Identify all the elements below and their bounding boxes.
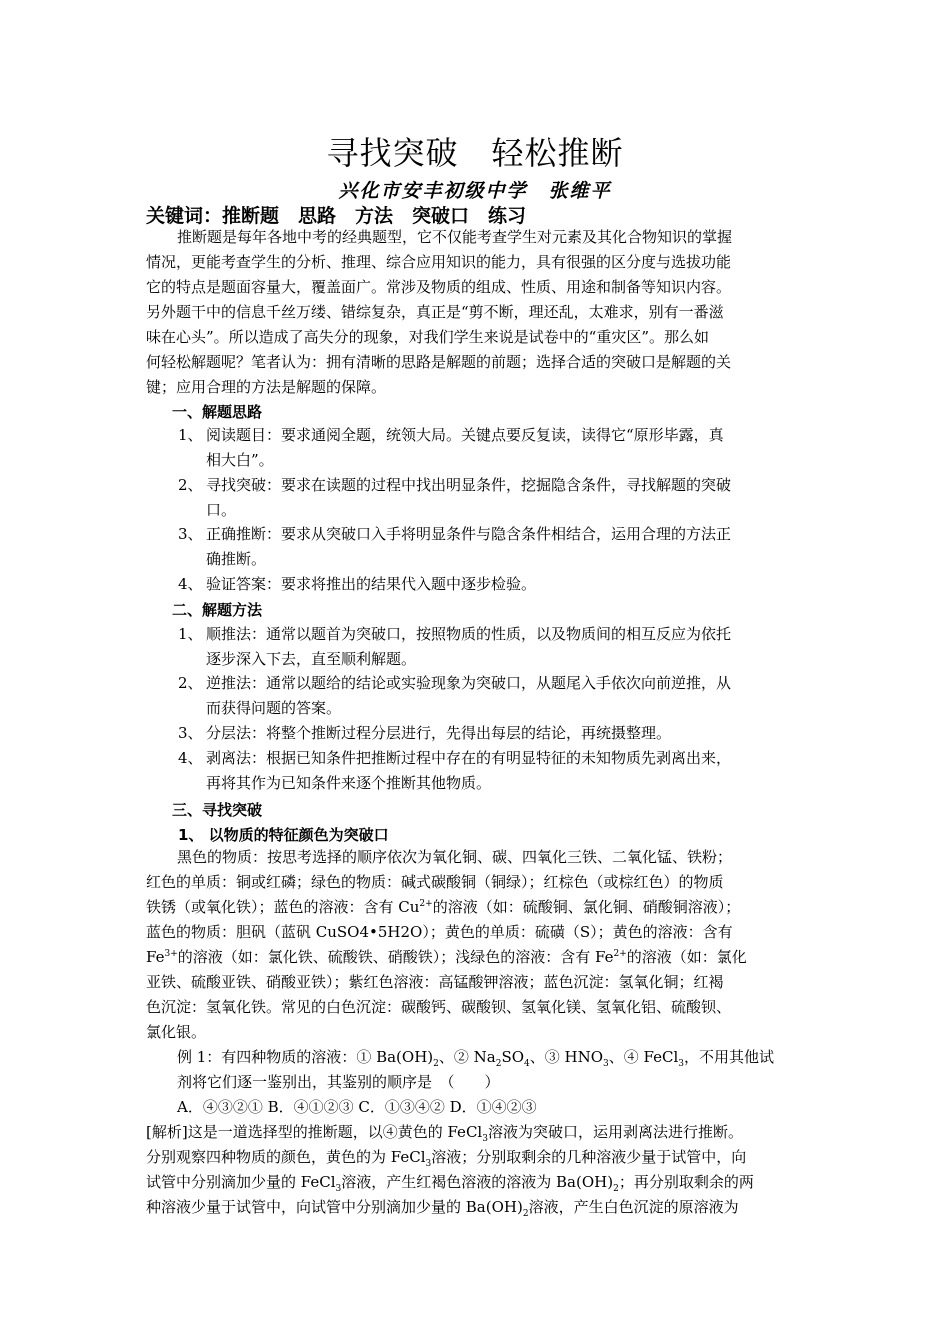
example-line: 剂将它们逐一鉴别出，其鉴别的顺序是 （ ）	[177, 1073, 500, 1091]
color-paragraph	[146, 845, 810, 1045]
item-continuation: 相大白”。	[206, 451, 274, 469]
color-line: 氯化银。	[146, 1023, 207, 1041]
item-continuation: 而获得问题的答案。	[206, 699, 342, 717]
item-text: 寻找突破：要求在读题的过程中找出明显条件，挖掘隐含条件，寻找解题的突破	[206, 476, 732, 494]
intro-line: 键；应用合理的方法是解题的保障。	[146, 378, 387, 396]
item-continuation: 逐步深入下去，直至顺利解题。	[206, 650, 417, 668]
color-line: 红色的单质：铜或红磷；绿色的物质：碱式碳酸铜（铜绿）；红棕色（或棕红色）的物质	[146, 873, 724, 891]
intro-line: 情况，更能考查学生的分析、推理、综合应用知识的能力，具有很强的区分度与选拔功能	[146, 253, 732, 271]
item-text: 验证答案：要求将推出的结果代入题中逐步检验。	[206, 575, 537, 593]
item-number: 2、	[178, 476, 203, 494]
list-item	[178, 473, 818, 523]
item-continuation: 口。	[206, 501, 237, 519]
intro-line: 何轻松解题呢？笔者认为：拥有清晰的思路是解题的前题；选择合适的突破口是解题的关	[146, 353, 732, 371]
section-heading-breakthrough: 三、寻找突破	[172, 801, 263, 819]
list-item	[178, 522, 818, 572]
color-line: 铁锈（或氧化铁）；蓝色的溶液：含有 $Cu^{2+}$的溶液（如：硫酸铜、氯化铜、硝酸铜溶液）；	[146, 898, 741, 916]
item-continuation: 再将其作为已知条件来逐个推断其他物质。	[206, 774, 492, 792]
item-number: 4、	[178, 575, 203, 593]
intro-line: 味在心头”。所以造成了高失分的现象，对我们学生来说是试卷中的“重灾区”。那么如	[146, 328, 710, 346]
analysis-line: 试管中分别滴加少量的 FeCl$_3$溶液，产生红褐色溶液的溶液为 $Ba(OH)_2$；再分别取剩余的两	[146, 1173, 754, 1194]
analysis-line: 分别观察四种物质的颜色，黄色的为 FeCl$_3$溶液；分别取剩余的几种溶液少量于试管中，向	[146, 1148, 747, 1169]
item-number: 2、	[178, 674, 203, 692]
item-text: 剥离法：根据已知条件把推断过程中存在的有明显特征的未知物质先剥离出来，	[206, 749, 732, 767]
item-text: 分层法：将整个推断过程分层进行，先得出每层的结论，再统摄整理。	[206, 724, 672, 742]
keywords-line: 关键词：推断题 思路 方法 突破口 练习	[146, 205, 527, 227]
author-line: 兴化市安丰初级中学 张维平	[338, 180, 612, 202]
item-number: 4、	[178, 749, 203, 767]
item-continuation: 确推断。	[206, 550, 267, 568]
example-line: 例 1：有四种物质的溶液：① $Ba(OH)_2$、② $Na_2SO_4$、③ $HNO_3$、④ FeCl$_3$，不用其他试	[177, 1048, 775, 1069]
item-text: 逆推法：通常以题给的结论或实验现象为突破口，从题尾入手依次向前逆推，从	[206, 674, 732, 692]
color-line: 黑色的物质：按思考选择的顺序依次为氧化铜、碳、四氧化三铁、二氧化锰、铁粉；	[177, 848, 733, 866]
item-number: 1、	[178, 426, 203, 444]
list-item	[178, 746, 818, 796]
list-item	[178, 721, 818, 746]
intro-line: 它的特点是题面容量大，覆盖面广。常涉及物质的组成、性质、用途和制备等知识内容。	[146, 278, 732, 296]
example-question	[177, 1045, 817, 1120]
intro-paragraph	[146, 225, 810, 400]
item-text: 顺推法：通常以题首为突破口，按照物质的性质，以及物质间的相互反应为依托	[206, 625, 732, 643]
example-options: A．④③②① B．④①②③ C．①③④② D．①④②③	[177, 1098, 537, 1116]
item-number: 1、	[178, 625, 203, 643]
document-title: 寻找突破 轻松推断	[326, 134, 624, 172]
analysis-line: [解析]这是一道选择型的推断题，以④黄色的 FeCl$_3$溶液为突破口，运用剥离法进行推断。	[146, 1123, 743, 1144]
color-line: 蓝色的物质：胆矾（蓝矾 CuSO4•5H2O）；黄色的单质：硫磺（S）；黄色的溶液：含有	[146, 923, 733, 941]
list-item	[178, 423, 818, 473]
list-item	[178, 622, 818, 672]
section-heading-approach: 一、解题思路	[172, 403, 263, 421]
list-item	[178, 671, 818, 721]
color-line: 亚铁、硫酸亚铁、硝酸亚铁）；紫红色溶液：高锰酸钾溶液；蓝色沉淀：氢氧化铜；红褐	[146, 973, 724, 991]
item-text: 阅读题目：要求通阅全题，统领大局。关键点要反复读，读得它“原形毕露，真	[206, 426, 724, 444]
color-line: $Fe^{3+}$的溶液（如：氯化铁、硫酸铁、硝酸铁）；浅绿色的溶液：含有 $Fe^{2+}$的溶液（如：氯化	[146, 948, 747, 966]
item-text: 正确推断：要求从突破口入手将明显条件与隐含条件相结合，运用合理的方法正	[206, 525, 732, 543]
intro-line: 推断题是每年各地中考的经典题型，它不仅能考查学生对元素及其化合物知识的掌握	[177, 228, 733, 246]
section-heading-methods: 二、解题方法	[172, 601, 263, 619]
list-item	[178, 572, 818, 597]
item-number: 3、	[178, 724, 203, 742]
analysis-line: 种溶液少量于试管中，向试管中分别滴加少量的 $Ba(OH)_2$溶液，产生白色沉淀的原溶液为	[146, 1198, 739, 1219]
item-number: 3、	[178, 525, 203, 543]
subsection-heading-color: 1、 以物质的特征颜色为突破口	[178, 826, 389, 844]
intro-line: 另外题干中的信息千丝万缕、错综复杂，真正是“剪不断，理还乱，太难求，别有一番滋	[146, 303, 724, 321]
color-line: 色沉淀：氢氧化铁。常见的白色沉淀：碳酸钙、碳酸钡、氢氧化镁、氢氧化铝、硫酸钡、	[146, 998, 732, 1016]
analysis-paragraph	[146, 1120, 810, 1220]
